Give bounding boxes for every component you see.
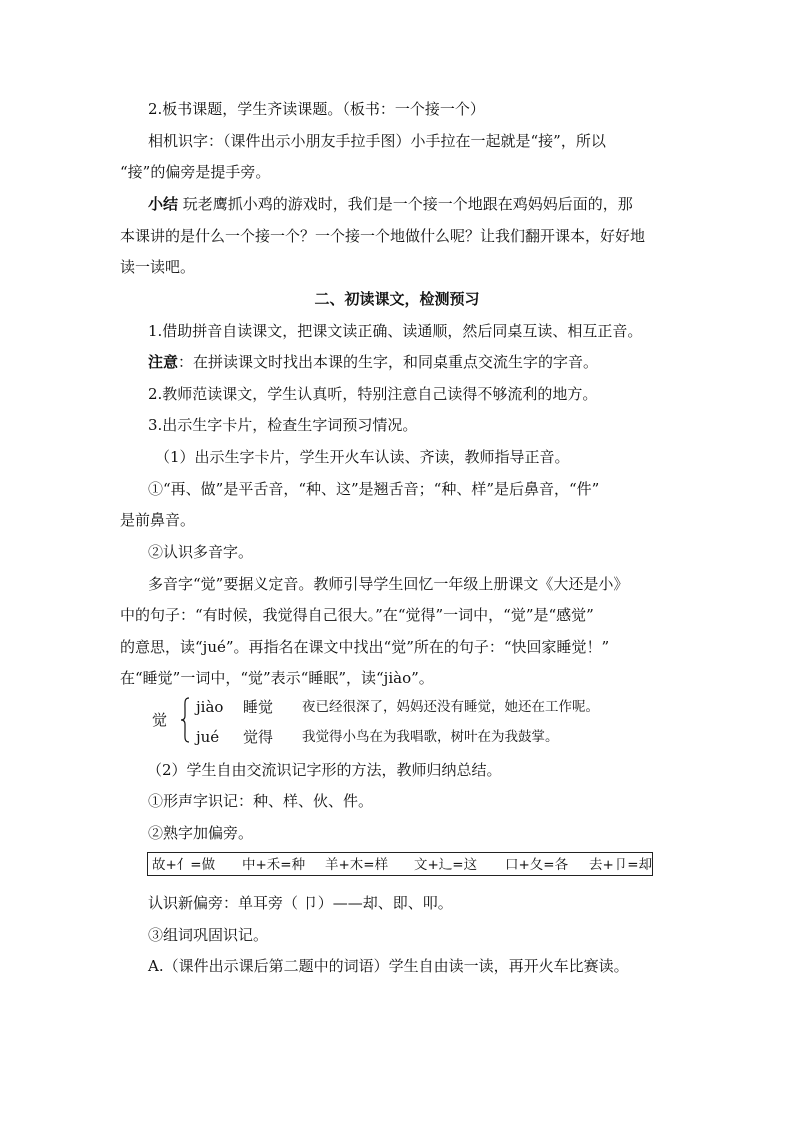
paragraph-line: （2）学生自由交流识记字形的方法，教师归纳总结。 bbox=[147, 761, 502, 779]
polyphone-pinyin: jué bbox=[196, 728, 220, 746]
paragraph-line: 在“睡觉”一词中，“觉”表示“睡眠”，读“jiào”。 bbox=[120, 669, 434, 687]
polyphone-pinyin: jiào bbox=[196, 698, 224, 716]
radical-formula: 文+辶=这 bbox=[414, 857, 478, 873]
paragraph-line: ③组词巩固识记。 bbox=[148, 926, 269, 944]
paragraph-line: （1）出示生字卡片，学生开火车认读、齐读，教师指导正音。 bbox=[155, 448, 570, 466]
paragraph-line: 3.出示生字卡片，检查生字词预习情况。 bbox=[148, 416, 418, 434]
summary-text: 玩老鹰抓小鸡的游戏时，我们是一个接一个地跟在鸡妈妈后面的，那 bbox=[178, 195, 633, 213]
paragraph-line: A.（课件出示课后第二题中的词语）学生自由读一读，再开火车比赛读。 bbox=[148, 957, 629, 975]
polyphone-row bbox=[196, 697, 223, 717]
paragraph-line: 认识新偏旁：单耳旁（ 卩）——却、即、叩。 bbox=[148, 894, 453, 912]
paragraph-line: 1.借助拼音自读课文，把课文读正确、读通顺，然后同桌互读、相互正音。 bbox=[148, 322, 643, 340]
note-paragraph bbox=[148, 352, 598, 372]
paragraph-line: ②熟字加偏旁。 bbox=[148, 824, 254, 842]
brace-icon bbox=[180, 697, 190, 743]
polyphone-sentence: 我觉得小鸟在为我唱歌，树叶在为我鼓掌。 bbox=[302, 729, 559, 745]
radical-formula-box bbox=[147, 852, 653, 876]
polyphone-char: 觉 bbox=[152, 711, 168, 729]
summary-paragraph bbox=[148, 194, 633, 214]
polyphone-word: 觉得 bbox=[243, 728, 274, 746]
paragraph-line: ②认识多音字。 bbox=[148, 543, 254, 561]
paragraph-line: 是前鼻音。 bbox=[120, 511, 196, 529]
paragraph-line: 多音字“觉”要据义定音。教师引导学生回忆一年级上册课文《大还是小》 bbox=[148, 575, 629, 593]
polyphone-word: 睡觉 bbox=[243, 698, 274, 716]
paragraph-line: “接”的偏旁是提手旁。 bbox=[120, 163, 271, 181]
paragraph-line: 读一读吧。 bbox=[120, 258, 196, 276]
radical-formula: 中+禾=种 bbox=[242, 857, 306, 873]
section-heading: 二、初读课文，检测预习 bbox=[314, 290, 480, 308]
paragraph-line: 的意思，读“jué”。再指名在课文中找出“觉”所在的句子：“快回家睡觉！” bbox=[120, 638, 610, 656]
radical-formula: 羊+木=样 bbox=[325, 857, 389, 873]
radical-formula: 故+亻=做 bbox=[152, 857, 216, 873]
summary-label: 小结 bbox=[148, 195, 179, 213]
radical-formula: 口+夂=各 bbox=[505, 857, 569, 873]
paragraph-line: ①形声字识记：种、样、伙、件。 bbox=[148, 792, 374, 810]
note-text: ：在拼读课文时找出本课的生字，和同桌重点交流生字的字音。 bbox=[178, 353, 599, 371]
paragraph-line: 中的句子：“有时候，我觉得自己很大。”在“觉得”一词中，“觉”是“感觉” bbox=[120, 606, 594, 624]
paragraph-line: 相机识字：（课件出示小朋友手拉手图）小手拉在一起就是“接”，所以 bbox=[148, 132, 606, 150]
paragraph-line: ①“再、做”是平舌音，“种、这”是翘舌音；“种、样”是后鼻音，“件” bbox=[148, 480, 600, 498]
note-label: 注意 bbox=[148, 353, 179, 371]
paragraph-line: 本课讲的是什么一个接一个？一个接一个地做什么呢？让我们翻开课本，好好地 bbox=[120, 227, 646, 245]
paragraph-line: 2.板书课题，学生齐读课题。（板书：一个接一个） bbox=[148, 100, 485, 118]
paragraph-line: 2.教师范读课文，学生认真听，特别注意自己读得不够流利的地方。 bbox=[148, 385, 598, 403]
radical-formula: 去+卩=却 bbox=[589, 857, 653, 873]
polyphone-sentence: 夜已经很深了，妈妈还没有睡觉，她还在工作呢。 bbox=[302, 699, 599, 715]
